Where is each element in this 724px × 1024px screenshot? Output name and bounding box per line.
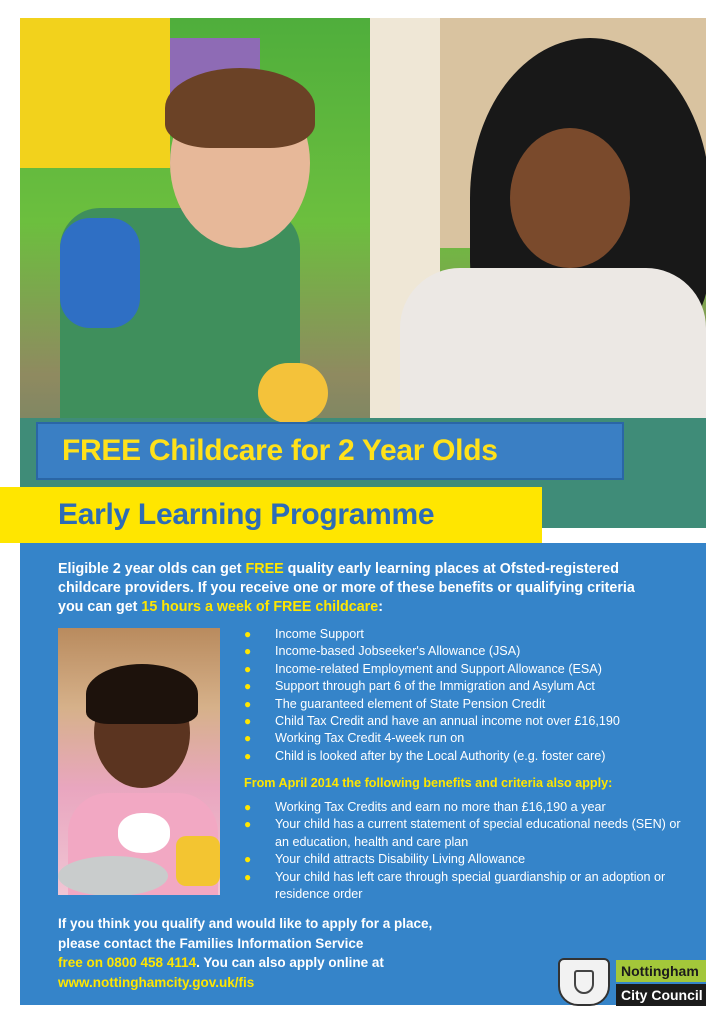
bullet-icon: ● xyxy=(244,817,252,832)
child-hair xyxy=(86,664,198,724)
yellow-cup xyxy=(176,836,220,886)
additional-criteria-list xyxy=(244,799,684,903)
bullet-icon: ● xyxy=(244,869,252,884)
council-logo xyxy=(558,958,708,1008)
bullet-icon: ● xyxy=(244,748,252,763)
crest-icon xyxy=(558,958,610,1006)
intro-part: quality early learning places at Ofsted-registered childcare providers. If you receive one or more of these benefits or qualifying criteria you can get xyxy=(58,561,635,615)
website-link[interactable]: www.nottinghamcity.gov.uk/fis xyxy=(58,974,255,990)
phone-number[interactable]: free on 0800 458 4114 xyxy=(58,955,197,970)
from-april-heading: From April 2014 the following benefits and criteria also apply: xyxy=(244,776,613,790)
woman-face xyxy=(510,128,630,268)
list-item: ● Income Support xyxy=(244,626,684,643)
contact-text xyxy=(58,914,498,992)
list-item: ● Income-based Jobseeker's Allowance (JSA) xyxy=(244,643,684,660)
list-item: ● Working Tax Credit 4-week run on xyxy=(244,730,684,747)
list-item: ● Your child has a current statement of special educational needs (SEN) or an education, health and care plan xyxy=(244,817,681,849)
benefits-list xyxy=(244,626,684,765)
contact-line: please contact the Families Information Service xyxy=(58,935,364,951)
boy-hair xyxy=(165,68,315,148)
list-item: ● Your child has left care through special guardianship or an adoption or residence order xyxy=(244,869,666,902)
bullet-icon: ● xyxy=(244,731,252,746)
list-item: ● Support through part 6 of the Immigration and Asylum Act xyxy=(244,678,684,695)
title-banner xyxy=(36,422,624,480)
intro-part: Eligible 2 year olds can get xyxy=(58,561,246,577)
bullet-icon: ● xyxy=(244,800,252,814)
subtitle-banner xyxy=(0,487,542,543)
yellow-cup xyxy=(258,363,328,423)
intro-text xyxy=(58,560,658,617)
contact-line: . You can also apply online at xyxy=(196,955,384,970)
list-item: ● The guaranteed element of State Pension Credit xyxy=(244,696,684,713)
bullet-icon: ● xyxy=(244,661,252,676)
wall-painting xyxy=(20,18,170,168)
intro-hours-highlight: 15 hours a week of FREE childcare xyxy=(141,599,379,615)
council-name-line2: City Council xyxy=(616,984,706,1006)
council-name-line1: Nottingham xyxy=(616,960,706,982)
list-item: ● Child is looked after by the Local Authority (e.g. foster care) xyxy=(244,748,684,765)
page-subtitle: Early Learning Programme xyxy=(58,498,435,531)
list-item: ● Your child attracts Disability Living Allowance xyxy=(244,851,684,868)
hello-kitty-print xyxy=(118,813,170,853)
contact-line: If you think you qualify and would like to apply for a place, xyxy=(58,916,433,931)
bowl xyxy=(58,856,168,895)
list-item: ● Income-related Employment and Support Allowance (ESA) xyxy=(244,661,684,678)
intro-part: : xyxy=(378,599,383,615)
bullet-icon: ● xyxy=(244,644,252,659)
intro-free-highlight: FREE xyxy=(245,561,284,577)
bullet-icon: ● xyxy=(244,714,252,729)
boy-sleeve xyxy=(60,218,140,328)
bullet-icon: ● xyxy=(244,696,252,711)
bullet-icon: ● xyxy=(244,679,252,694)
child-photo xyxy=(58,628,220,895)
shield-icon xyxy=(574,970,594,994)
bullet-icon: ● xyxy=(244,627,252,641)
page-title: FREE Childcare for 2 Year Olds xyxy=(62,434,498,467)
bullet-icon: ● xyxy=(244,852,252,867)
list-item: ● Working Tax Credits and earn no more than £16,190 a year xyxy=(244,799,684,816)
list-item: ● Child Tax Credit and have an annual income not over £16,190 xyxy=(244,713,684,730)
